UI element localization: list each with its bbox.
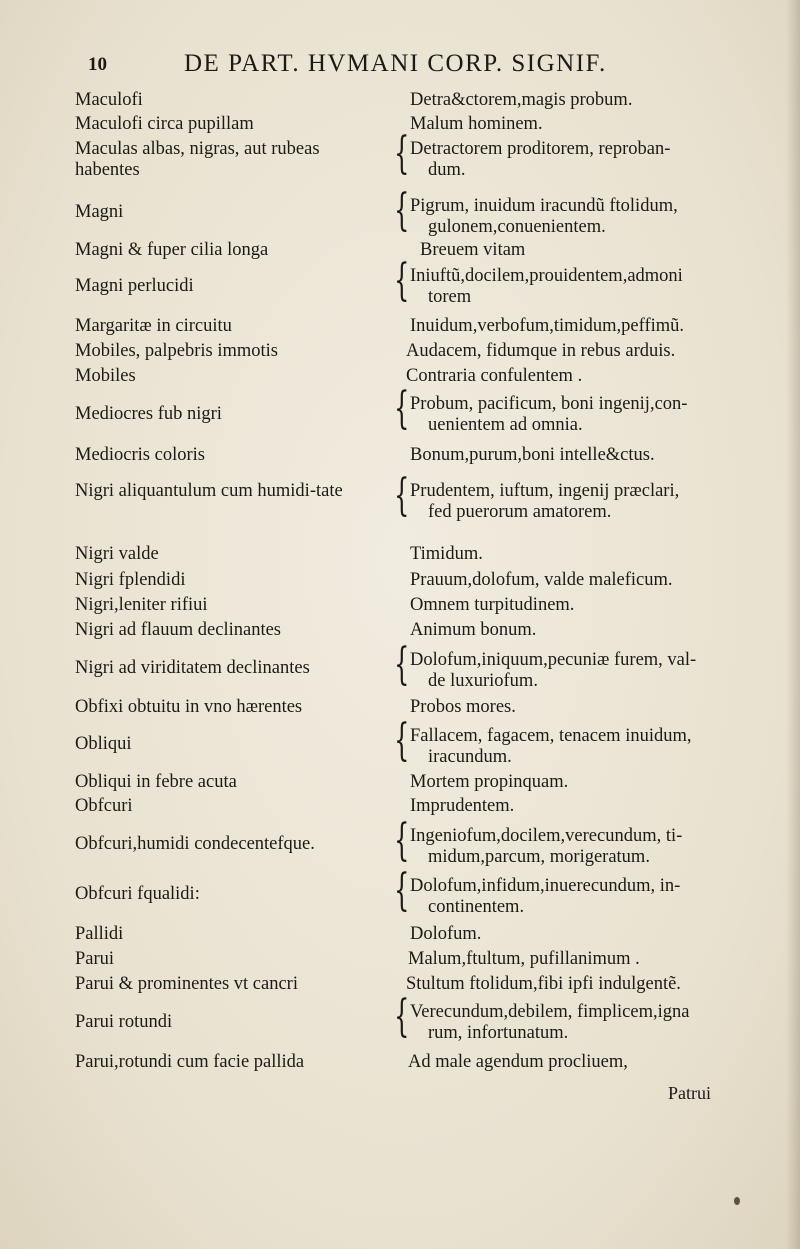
entry-meaning-line: Dolofum,iniquum,pecuniæ furem, val-: [410, 650, 697, 670]
entry-meaning-line: Prudentem, iuftum, ingenij præclari,: [410, 481, 680, 501]
entry-meaning: [394, 876, 754, 918]
entry-term: Mobiles: [75, 366, 136, 386]
entry-meaning: Stultum ftolidum,fibi ipfi indulgentẽ.: [406, 974, 681, 994]
entry-meaning-line: fed puerorum amatorem.: [428, 502, 612, 522]
page-header: [88, 50, 768, 80]
entry-meaning: Inuidum,verbofum,timidum,peffimũ.: [410, 316, 685, 336]
entry-term: Mediocris coloris: [75, 445, 205, 465]
entry-term: Magni perlucidi: [75, 276, 194, 296]
entry-meaning-line: midum,parcum, morigeratum.: [428, 847, 650, 867]
entry-meaning: Malum,ftultum, pufillanimum .: [408, 949, 640, 969]
ink-smudge: [734, 1197, 740, 1205]
entry-meaning-line: iracundum.: [428, 747, 512, 767]
entry-term: Nigri ad flauum declinantes: [75, 620, 282, 640]
entry-meaning: Malum hominem.: [410, 114, 543, 134]
entry-meaning: Breuem vitam: [420, 240, 526, 260]
entry-meaning: [394, 650, 754, 692]
entry-term: Nigri valde: [75, 544, 159, 564]
entry-meaning: Prauum,dolofum, valde maleficum.: [410, 570, 673, 590]
entry-meaning: [394, 1002, 754, 1044]
entry-meaning: [394, 826, 754, 868]
entry-term: Nigri fplendidi: [75, 570, 186, 590]
entry-meaning: [394, 394, 754, 436]
brace-mark: {: [394, 383, 410, 434]
entry-term: Parui: [75, 949, 115, 969]
entry-term: Obfcuri fqualidi:: [75, 884, 200, 904]
entry-meaning-line: de luxuriofum.: [428, 671, 538, 691]
entry-meaning: Detra&ctorem,magis probum.: [410, 90, 633, 110]
entry-term: Pallidi: [75, 924, 124, 944]
entry-meaning-line: rum, infortunatum.: [428, 1023, 569, 1043]
brace-mark: {: [394, 639, 410, 690]
entry-meaning: Mortem propinquam.: [410, 772, 569, 792]
page-number: 10: [88, 54, 107, 75]
entry-term: Nigri aliquantulum cum humidi-tate: [75, 481, 343, 501]
entry-meaning: [394, 139, 754, 181]
entry-meaning: [394, 196, 754, 238]
entry-meaning: Dolofum.: [410, 924, 482, 944]
entry-meaning-line: Verecundum,debilem, fimplicem,igna: [410, 1002, 690, 1022]
entry-meaning: Contraria confulentem .: [406, 366, 583, 386]
entry-term: Obliqui in febre acuta: [75, 772, 237, 792]
entry-meaning: Omnem turpitudinem.: [410, 595, 575, 615]
brace-mark: {: [394, 470, 410, 521]
entry-meaning: Animum bonum.: [410, 620, 537, 640]
entry-meaning: Ad male agendum procliuem,: [408, 1052, 628, 1072]
entry-term: Mediocres fub nigri: [75, 404, 222, 424]
entry-meaning: Imprudentem.: [410, 796, 515, 816]
entry-term: Magni: [75, 202, 124, 222]
entry-term: Parui,rotundi cum facie pallida: [75, 1052, 305, 1072]
entry-meaning-line: gulonem,conuenientem.: [428, 217, 606, 237]
catchword: Patrui: [668, 1083, 711, 1103]
entry-meaning-line: continentem.: [428, 897, 525, 917]
entry-term: Parui rotundi: [75, 1012, 173, 1032]
brace-mark: {: [394, 128, 410, 179]
entry-meaning: Timidum.: [410, 544, 483, 564]
brace-mark: {: [394, 815, 410, 866]
entry-meaning-line: Detractorem proditorem, reproban-: [410, 139, 671, 159]
entry-meaning: Probos mores.: [410, 697, 516, 717]
entry-meaning-line: Iniuftũ,docilem,prouidentem,admoni: [410, 266, 683, 286]
entry-term: Maculas albas, nigras, aut rubeas habentes: [75, 139, 320, 180]
entry-term: Magni & fuper cilia longa: [75, 240, 269, 260]
entry-term: Mobiles, palpebris immotis: [75, 341, 278, 361]
brace-mark: {: [394, 865, 410, 916]
entry-meaning-line: Fallacem, fagacem, tenacem inuidum,: [410, 726, 692, 746]
entry-term: Maculofi circa pupillam: [75, 114, 254, 134]
entry-term: Parui & prominentes vt cancri: [75, 974, 298, 994]
entry-meaning-line: uenientem ad omnia.: [428, 415, 583, 435]
entry-meaning: Audacem, fidumque in rebus arduis.: [406, 341, 676, 361]
brace-mark: {: [394, 255, 410, 306]
entry-term: Obfcuri,humidi condecentefque.: [75, 834, 315, 854]
entry-term: Nigri ad viriditatem declinantes: [75, 658, 310, 678]
entry-term: Obfixi obtuitu in vno hærentes: [75, 697, 303, 717]
entry-meaning: Bonum,purum,boni intelle&ctus.: [410, 445, 655, 465]
running-title: DE PART. HVMANI CORP. SIGNIF.: [184, 50, 607, 77]
entry-term: Obfcuri: [75, 796, 133, 816]
entry-meaning: [394, 266, 754, 308]
entry-meaning-line: Dolofum,infidum,inuerecundum, in-: [410, 876, 681, 896]
brace-mark: {: [394, 715, 410, 766]
brace-mark: {: [394, 185, 410, 236]
entry-meaning: [394, 726, 754, 768]
entry-term: Margaritæ in circuitu: [75, 316, 232, 336]
entry-meaning-line: torem: [428, 287, 472, 307]
entry-meaning: [394, 481, 754, 523]
entry-meaning-line: Ingeniofum,docilem,verecundum, ti-: [410, 826, 683, 846]
entry-term: Maculofi: [75, 90, 143, 110]
entry-meaning-line: Probum, pacificum, boni ingenij,con-: [410, 394, 688, 414]
brace-mark: {: [394, 991, 410, 1042]
entry-term: Obliqui: [75, 734, 132, 754]
entry-term: Nigri,leniter rifiui: [75, 595, 208, 615]
entry-meaning-line: Pigrum, inuidum iracundũ ftolidum,: [410, 196, 678, 216]
entry-meaning-line: dum.: [428, 160, 466, 180]
